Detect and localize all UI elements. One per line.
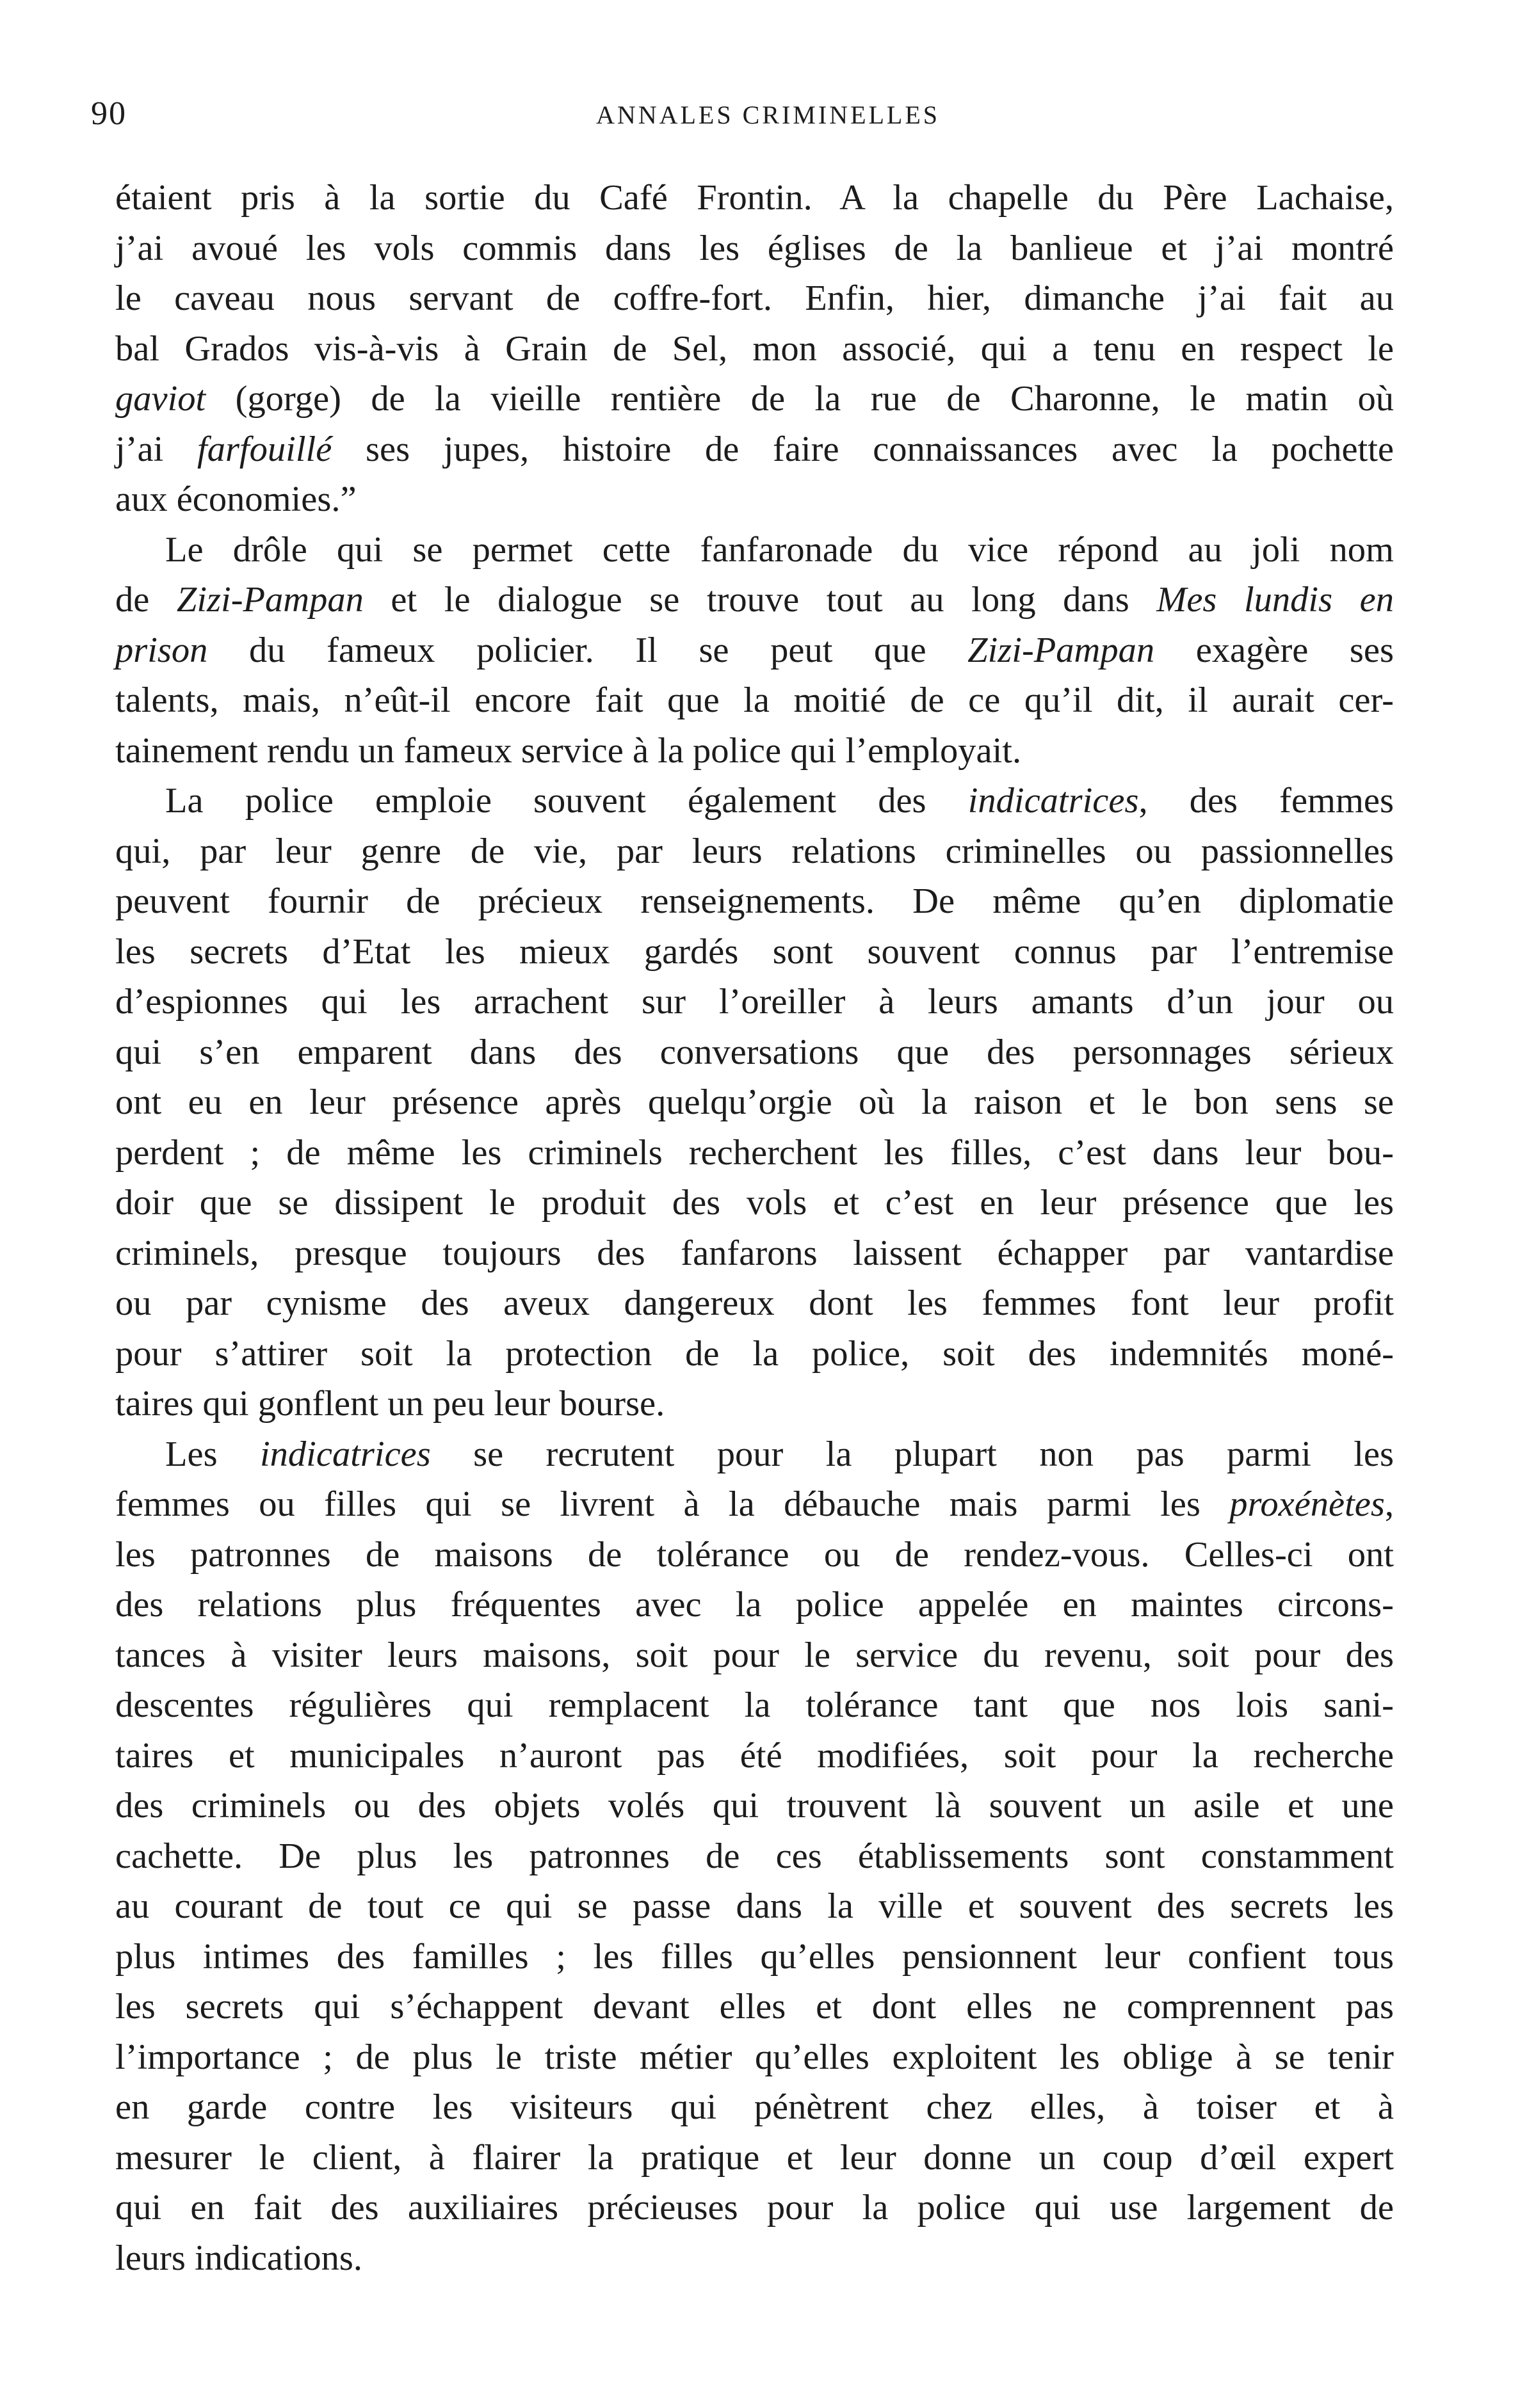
text-line <box>115 1027 1394 1078</box>
text-segment: La police emploie souvent également des <box>165 781 968 821</box>
text-line <box>115 374 1394 424</box>
text-segment: taires et municipales n’auront pas été modifiées, soit pour la recherche <box>115 1735 1394 1776</box>
text-line <box>115 2032 1394 2083</box>
text-segment: bal Grados vis-à-vis à Grain de Sel, mon associé, qui a tenu en respect le <box>115 328 1394 369</box>
text-segment: en garde contre les visiteurs qui pénètrent chez elles, à toiser et à <box>115 2087 1394 2127</box>
text-line <box>115 1178 1394 1228</box>
text-segment: d’espionnes qui les arrachent sur l’oreiller à leurs amants d’un jour ou <box>115 982 1394 1022</box>
italic-term: Zizi-Pampan <box>176 580 364 620</box>
text-line <box>115 525 1394 575</box>
text-segment: étaient pris à la sortie du Café Frontin. A la chapelle du Père Lachaise, <box>115 178 1394 218</box>
text-line <box>115 876 1394 927</box>
text-line <box>115 2133 1394 2183</box>
text-segment: talents, mais, n’eût-il encore fait que la moitié de ce qu’il dit, il aurait cer- <box>115 680 1394 720</box>
text-line <box>115 927 1394 977</box>
text-line <box>115 1278 1394 1329</box>
text-line <box>115 1982 1394 2032</box>
text-segment: criminels, presque toujours des fanfarons laissent échapper par vantardise <box>115 1233 1394 1273</box>
text-segment: de <box>115 580 177 620</box>
text-line <box>115 575 1394 625</box>
text-line <box>115 474 1394 525</box>
text-segment: leurs indications. <box>115 2238 363 2278</box>
text-segment: Le drôle qui se permet cette fanfaronade du vice répond au joli nom <box>165 529 1394 570</box>
text-line <box>115 1831 1394 1882</box>
italic-term: farfouillé <box>197 429 332 469</box>
text-segment: au courant de tout ce qui se passe dans la ville et souvent des secrets les <box>115 1886 1394 1926</box>
text-segment: j’ai <box>115 429 197 469</box>
text-line <box>115 1781 1394 1831</box>
text-line <box>115 1580 1394 1630</box>
text-line <box>115 324 1394 374</box>
text-segment: aux économies.” <box>115 479 357 519</box>
text-line <box>115 1077 1394 1128</box>
text-line <box>115 1128 1394 1178</box>
text-segment: les secrets d’Etat les mieux gardés sont souvent connus par l’entremise <box>115 931 1394 972</box>
text-line <box>115 1630 1394 1681</box>
text-line <box>115 2082 1394 2133</box>
text-line <box>115 625 1394 676</box>
text-line <box>115 273 1394 324</box>
text-segment: taires qui gonflent un peu leur bourse. <box>115 1384 665 1424</box>
italic-term: indicatrices <box>967 781 1139 821</box>
text-segment: qui en fait des auxiliaires précieuses pour la police qui use largement de <box>115 2188 1394 2227</box>
body-text <box>115 173 1394 2283</box>
text-segment: l’importance ; de plus le triste métier qu’elles exploitent les oblige à se tenir <box>115 2037 1394 2077</box>
text-segment: cachette. De plus les patronnes de ces établissements sont constamment <box>115 1836 1394 1876</box>
text-segment: pour s’attirer soit la protection de la police, soit des indemnités moné- <box>115 1333 1394 1374</box>
text-line <box>115 726 1394 776</box>
text-segment: le caveau nous servant de coffre-fort. Enfin, hier, dimanche j’ai fait au <box>115 278 1394 318</box>
text-line <box>115 776 1394 826</box>
text-segment: qui s’en emparent dans des conversations que des personnages sérieux <box>115 1032 1394 1072</box>
text-line <box>115 424 1394 475</box>
text-line <box>115 1680 1394 1731</box>
text-segment: femmes ou filles qui se livrent à la débauche mais parmi les <box>115 1484 1230 1524</box>
text-line <box>115 977 1394 1027</box>
text-segment: mesurer le client, à flairer la pratique et leur donne un coup d’œil expert <box>115 2137 1394 2178</box>
text-line <box>115 2233 1394 2284</box>
text-line <box>115 675 1394 726</box>
text-segment: , des femmes <box>1138 781 1394 821</box>
text-segment: perdent ; de même les criminels recherchent les filles, c’est dans leur bou- <box>115 1132 1394 1173</box>
text-segment: les secrets qui s’échappent devant elles et dont elles ne comprennent pas <box>115 1987 1394 2027</box>
text-line <box>115 223 1394 274</box>
text-segment: descentes régulières qui remplacent la tolérance tant que nos lois sani- <box>115 1685 1394 1725</box>
text-line <box>115 1530 1394 1580</box>
text-line <box>115 2183 1394 2233</box>
italic-term: proxénètes <box>1229 1484 1385 1524</box>
italic-term: gaviot <box>115 379 206 419</box>
text-segment: tainement rendu un fameux service à la police qui l’employait. <box>115 730 1022 771</box>
text-segment: qui, par leur genre de vie, par leurs relations criminelles ou passionnelles <box>115 831 1394 871</box>
text-segment: des criminels ou des objets volés qui trouvent là souvent un asile et une <box>115 1786 1394 1826</box>
text-segment: Les <box>165 1434 260 1474</box>
text-segment: se recrutent pour la plupart non pas parmi les <box>430 1434 1394 1474</box>
text-line <box>115 1932 1394 1982</box>
text-segment: les patronnes de maisons de tolérance ou de rendez-vous. Celles-ci ont <box>115 1534 1394 1575</box>
text-segment: , <box>1384 1484 1394 1524</box>
text-line <box>115 1479 1394 1530</box>
italic-term: indicatrices <box>259 1434 431 1474</box>
text-segment: j’ai avoué les vols commis dans les églises de la banlieue et j’ai montré <box>115 228 1394 268</box>
text-line <box>115 1329 1394 1379</box>
text-line <box>115 173 1394 223</box>
page-number: 90 <box>91 95 127 132</box>
text-line <box>115 1379 1394 1429</box>
text-line <box>115 826 1394 877</box>
text-segment: doir que se dissipent le produit des vols et c’est en leur présence que les <box>115 1183 1394 1223</box>
text-segment: (gorge) de la vieille rentière de la rue de Charonne, le matin où <box>206 379 1394 419</box>
text-segment: plus intimes des familles ; les filles qu’elles pensionnent leur confient tous <box>115 1936 1394 1977</box>
text-line <box>115 1881 1394 1932</box>
text-line <box>115 1429 1394 1480</box>
text-segment: ses jupes, histoire de faire connaissances avec la pochette <box>332 429 1395 469</box>
text-line <box>115 1731 1394 1781</box>
text-segment: peuvent fournir de précieux renseignements. De même qu’en diplomatie <box>115 881 1394 921</box>
text-segment: du fameux policier. Il se peut que <box>207 630 968 670</box>
italic-term: Zizi-Pampan <box>967 630 1155 670</box>
text-segment: exagère ses <box>1154 630 1394 670</box>
running-title: ANNALES CRIMINELLES <box>595 100 941 129</box>
italic-term: Mes lundis en <box>1156 580 1395 620</box>
text-segment: tances à visiter leurs maisons, soit pour le service du revenu, soit pour des <box>115 1635 1394 1675</box>
text-segment: ont eu en leur présence après quelqu’orgie où la raison et le bon sens se <box>115 1082 1394 1122</box>
text-segment: des relations plus fréquentes avec la police appelée en maintes circons- <box>115 1585 1394 1625</box>
text-segment: ou par cynisme des aveux dangereux dont les femmes font leur profit <box>115 1283 1394 1323</box>
italic-term: prison <box>115 630 208 670</box>
text-line <box>115 1228 1394 1279</box>
text-segment: et le dialogue se trouve tout au long dans <box>363 580 1157 620</box>
